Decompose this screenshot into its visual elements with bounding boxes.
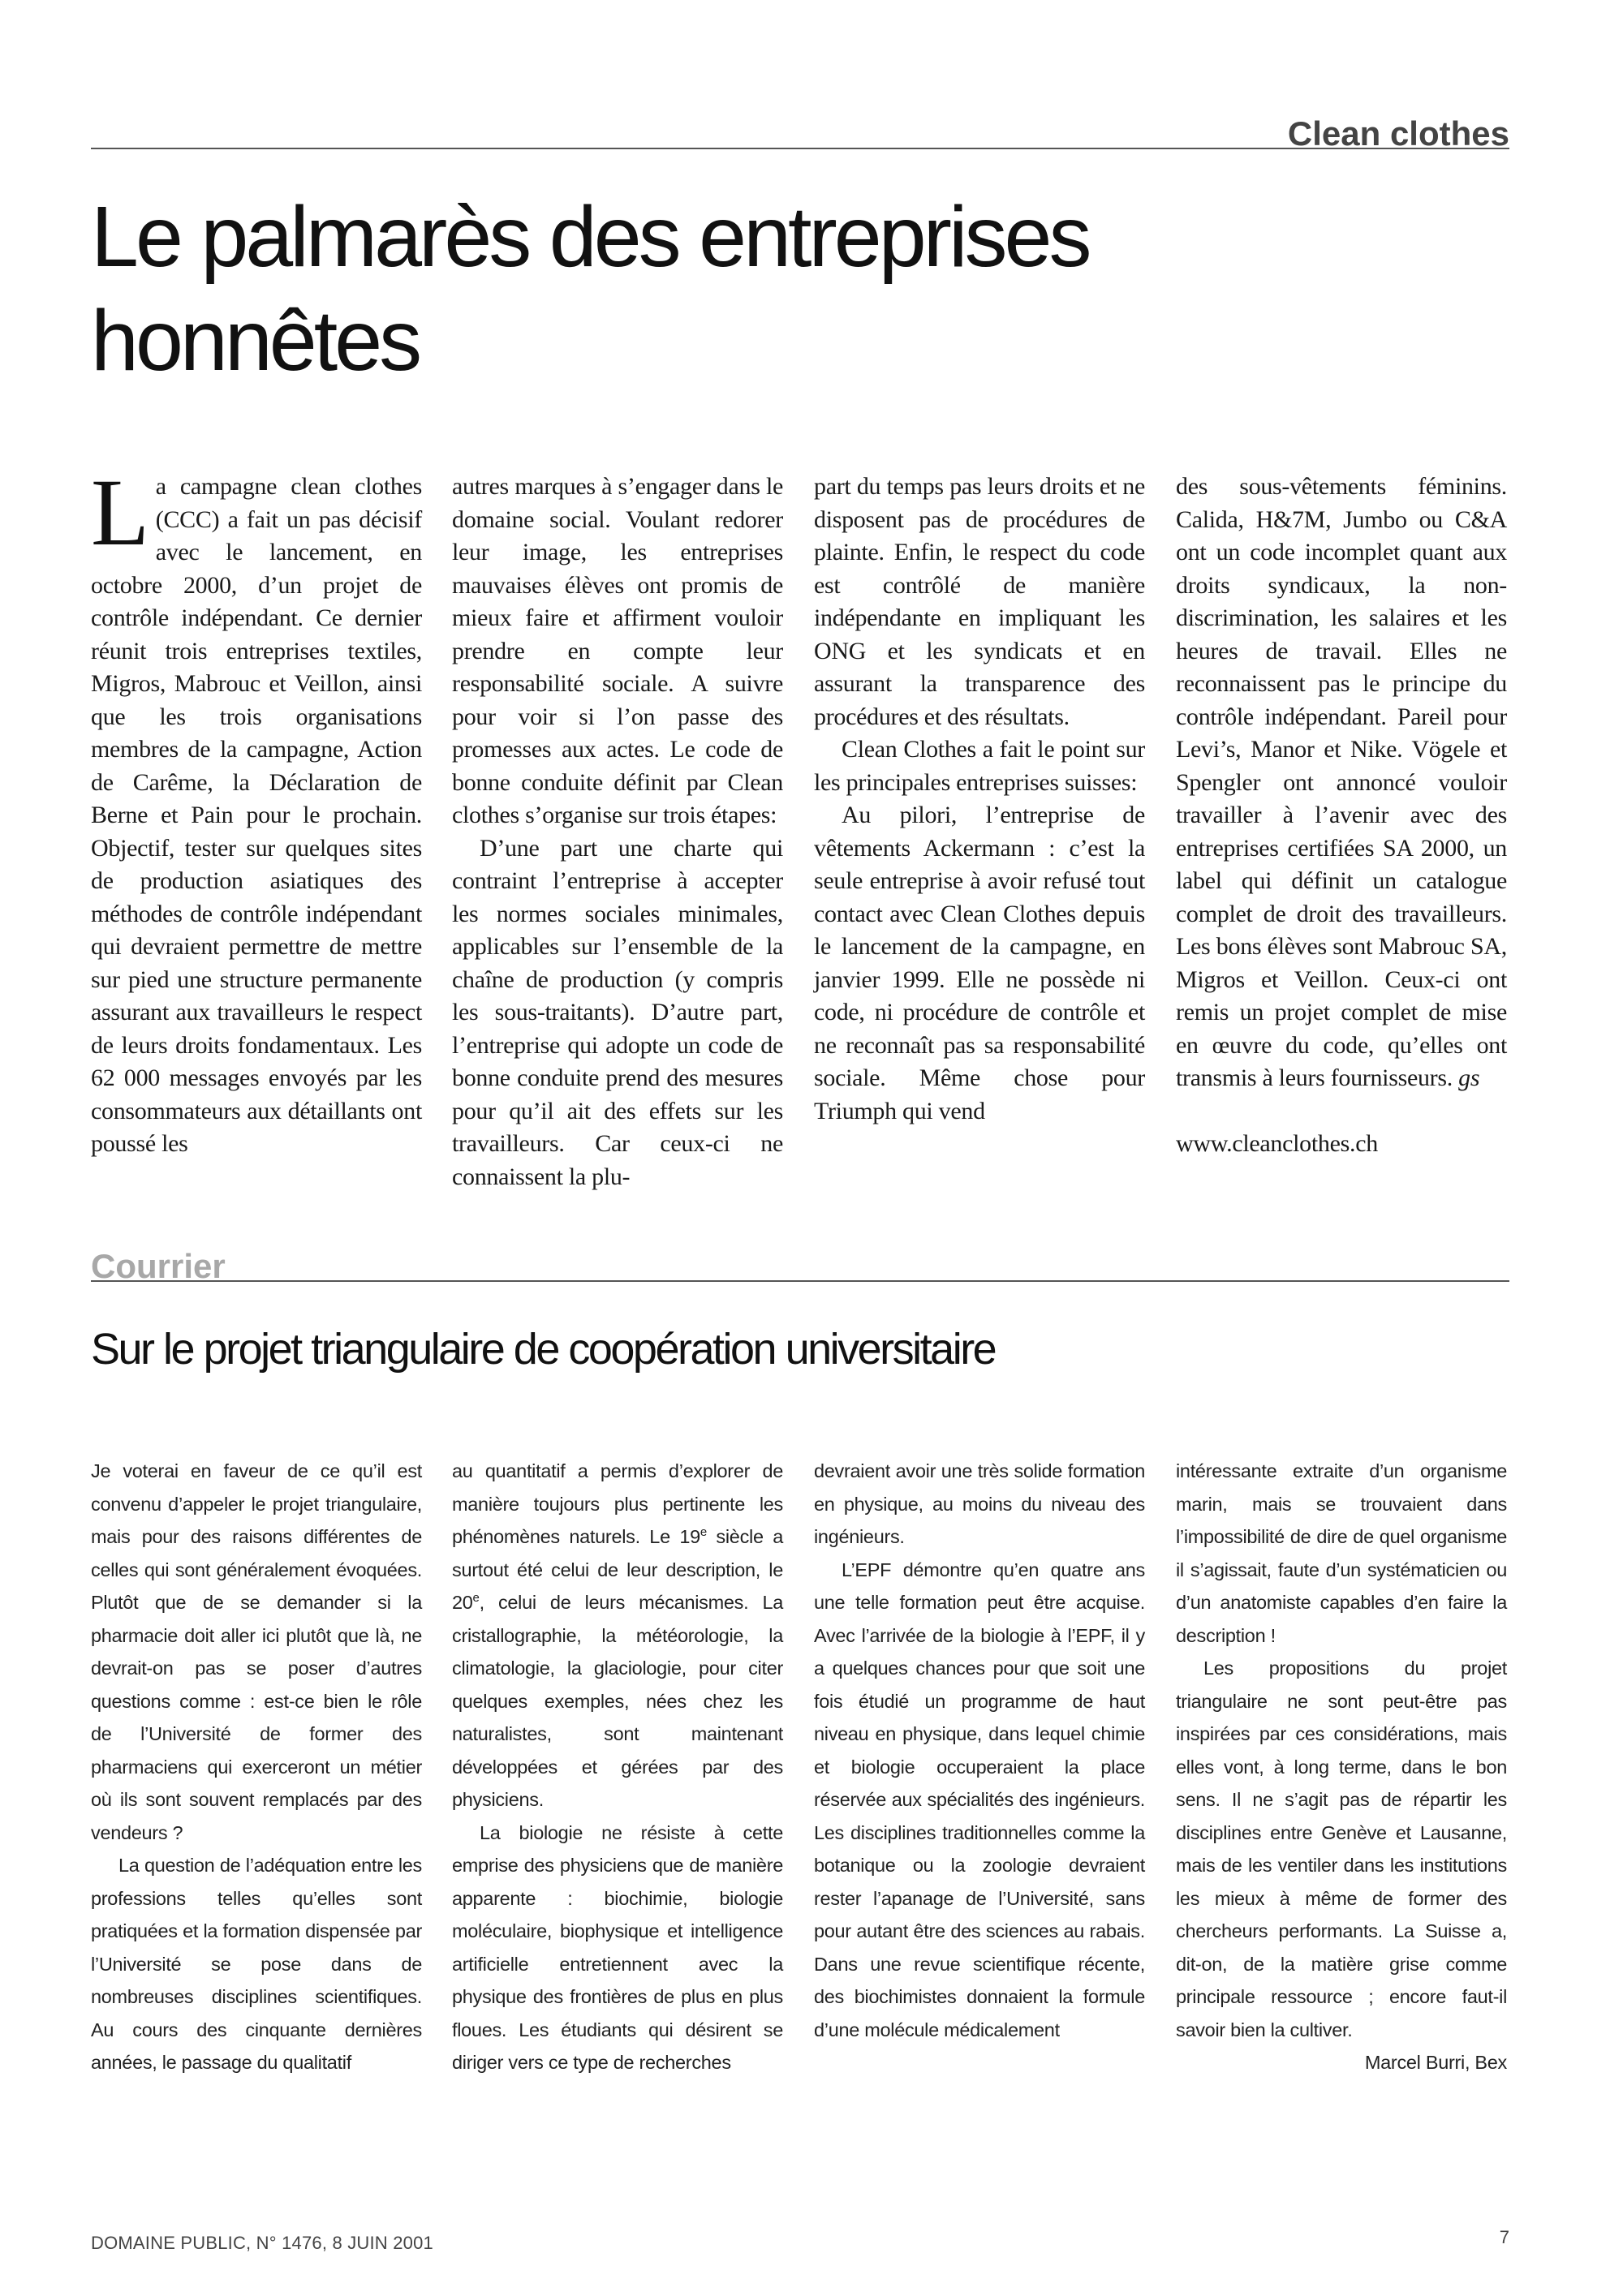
article-column-2 (452, 471, 783, 1193)
article-title (91, 185, 1470, 393)
article-title-line-1: Le palmarès des entreprises (91, 189, 1089, 285)
paragraph: autres marques à s’engager dans le domaine social. Voulant redorer leur image, les entreprises mauvaises élèves ont promis de mieux faire et affirment vouloir prendre en compte leur responsabilité sociale. A suivre pour voir si l’on passe des promesses aux actes. Le code de bonne conduite définit par Clean clothes s’organise sur trois étapes: (452, 473, 783, 828)
article-title-line-2: honnêtes (91, 293, 420, 389)
author-initials: gs (1458, 1064, 1480, 1091)
section-label-text: Clean clothes (1287, 114, 1509, 153)
letter-title: Sur le projet triangulaire de coopération universitaire (91, 1325, 996, 1374)
paragraph: La question de l’adéquation entre les professions telles qu’elles sont pratiquées et la formation dispensée par l’Université se pose dans de nombreuses disciplines scientifiques. Au cours des cinquante dernières années, le passage du qualitatif (91, 1855, 422, 2073)
section-label-text: Courrier (91, 1247, 226, 1285)
superscript: e (472, 1591, 480, 1606)
article-column-1 (91, 459, 422, 1161)
letter-column-2 (452, 1455, 783, 2079)
footer-publication: DOMAINE PUBLIC, N° 1476, 8 JUIN 2001 (91, 2233, 433, 2253)
paragraph-text: au quantitatif a permis d’explorer de manière toujours plus pertinente les phénomènes naturels. Le 19 (452, 1460, 783, 1547)
paragraph (452, 1455, 783, 1817)
letter-column-4 (1176, 1455, 1507, 2079)
website-link[interactable]: www.cleanclothes.ch (1176, 1129, 1378, 1157)
paragraph: part du temps pas leurs droits et ne disposent pas de procédures de plainte. Enfin, le respect du code est contrôlé de manière indépendante en impliquant les ONG et les syndicats et en assurant la transparence des procédures et des résultats. (814, 473, 1145, 730)
section-label-courrier (91, 1240, 1509, 1285)
paragraph: La biologie ne résiste à cette emprise des physiciens que de manière apparente : biochimie, biologie moléculaire, biophysique et intelligence artificielle entretiennent avec la physique des frontières de plus en plus floues. Les étudiants qui désirent se diriger vers ce type de recherches (452, 1821, 783, 2073)
article-column-3 (814, 471, 1145, 1128)
paragraph-text: , celui de leurs mécanismes. La cristallographie, la météorologie, la climatologie, la glaciologie, pour citer quelques exemples, nées chez les naturalistes, sont maintenant développées et gérées par des physiciens. (452, 1592, 783, 1810)
paragraph-text: des sous-vêtements féminins. Calida, H&7M, Jumbo ou C&A ont un code incomplet quant aux droits syndicaux, la non-discrimination, les salaires et les heures de travail. Elles ne reconnaissent pas le principe du contrôle indépendant. Pareil pour Levi’s, Manor et Nike. Vögele et Spengler ont annoncé vouloir travailler à l’avenir avec des entreprises certifiées SA 2000, un label qui définit un catalogue complet de droit des travailleurs. Les bons élèves sont Mabrouc SA, Migros et Veillon. Ceux-ci ont remis un projet complet de mise en œuvre du code, qu’elles ont transmis à leurs fournisseurs. (1176, 473, 1507, 1091)
letter-column-1 (91, 1455, 422, 2079)
letter-signature: Marcel Burri, Bex (1364, 2052, 1507, 2073)
section-label-clean-clothes (91, 107, 1509, 153)
paragraph: Je voterai en faveur de ce qu’il est convenu d’appeler le projet triangulaire, mais pour des raisons différentes de celles qui sont généralement évoquées. Plutôt que de se demander si la pharmacie doit aller ici plutôt que là, ne devrait-on pas se poser d’autres questions comme : est-ce bien le rôle de l’Université de former des pharmaciens qui exerceront un métier où ils sont souvent remplacés par des vendeurs ? (91, 1460, 422, 1843)
paragraph: D’une part une charte qui contraint l’entreprise à accepter les normes sociales minimales, applicables sur l’ensemble de la chaîne de production (y compris les sous-traitants). D’autre part, l’entreprise qui adopte un code de bonne conduite prend des mesures pour qu’il ait des effets sur les travailleurs. Car ceux-ci ne connaissent la plu- (452, 834, 783, 1190)
paragraph-text: siècle a surtout été celui de leur description, le 20 (452, 1526, 783, 1613)
paragraph: devraient avoir une très solide formation en physique, au moins du niveau des ingénieurs. (814, 1460, 1145, 1547)
superscript: e (700, 1525, 707, 1540)
paragraph: Clean Clothes a fait le point sur les principales entreprises suisses: (814, 736, 1145, 796)
drop-cap: L (91, 459, 149, 565)
article-column-4 (1176, 471, 1507, 1160)
letter-column-3 (814, 1455, 1145, 2046)
paragraph (1176, 471, 1507, 1095)
paragraph: L’EPF démontre qu’en quatre ans une telle formation peut être acquise. Avec l’arrivée de la biologie à l’EPF, il y a quelques chances pour que soit une fois étudié un programme de haut niveau en physique, dans lequel chimie et biologie occuperaient la place réservée aux spécialités des ingénieurs. Les disciplines traditionnelles comme la botanique ou la zoologie devraient rester l’apanage de l’Université, sans pour autant être des sciences au rabais. Dans une revue scientifique récente, des biochimistes donnaient la formule d’une molécule médicalement (814, 1559, 1145, 2040)
page-number: 7 (1499, 2227, 1509, 2247)
paragraph: Au pilori, l’entreprise de vêtements Ackermann : c’est la seule entreprise à avoir refusé tout contact avec Clean Clothes depuis le lancement de la campagne, en janvier 1999. Elle ne possède ni code, ni procédure de contrôle et ne reconnaît pas sa responsabilité sociale. Même chose pour Triumph qui vend (814, 802, 1145, 1124)
paragraph-text: a campagne clean clothes (CCC) a fait un pas décisif avec le lancement, en octobre 2000, d’un projet de contrôle indépendant. Ce dernier réunit trois entreprises textiles, Migros, Mabrouc et Veillon, ainsi que les trois organisations membres de la campagne, Action de Carême, la Déclaration de Berne et Pain pour le prochain. Objectif, tester sur quelques sites de production asiatiques des méthodes de contrôle indépendant qui devraient permettre de mettre sur pied une structure permanente assurant aux travailleurs le respect de leurs droits fondamentaux. Les 62 000 messages envoyés par les consommateurs aux détaillants ont poussé les (91, 473, 422, 1157)
paragraph: Les propositions du projet triangulaire ne sont peut-être pas inspirées par ces considérations, mais elles vont, à long terme, dans le bon sens. Il ne s’agit pas de répartir les disciplines entre Genève et Lausanne, mais de les ventiler dans les institutions les mieux à même de former des chercheurs performants. La Suisse a, dit-on, de la matière grise comme principale ressource ; encore faut-il savoir bien la cultiver. (1176, 1658, 1507, 2040)
paragraph (91, 459, 422, 1161)
paragraph: intéressante extraite d’un organisme marin, mais se trouvaient dans l’impossibilité de dire de quel organisme il s’agissait, faute d’un systématicien ou d’un anatomiste capables d’en faire la description ! (1176, 1460, 1507, 1646)
